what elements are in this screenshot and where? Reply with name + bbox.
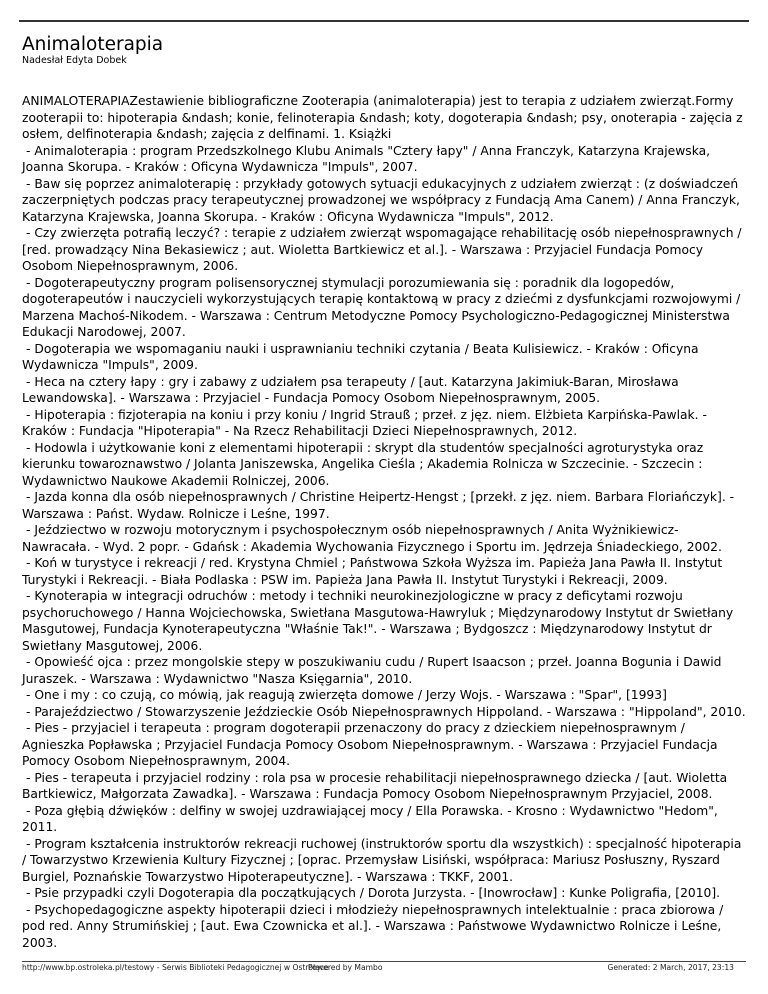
bibliography-entry: - Koń w turystyce i rekreacji / red. Krystyna Chmiel ; Państwowa Szkoła Wyższa im. Papieża Jana Pawła II. Instytut Turystyki i Rekreacji. - Biała Podlaska : PSW im. Papieża Jana Pawła II. Instytut Turystyki i Rekreacji, 2009. xyxy=(22,556,723,587)
bibliography-entry: - Poza głębią dźwięków : delfiny w swojej uzdrawiającej mocy / Ella Porawska. - Krosno : Wydawnictwo "Hedom", 2011. xyxy=(22,803,718,834)
bibliography-entry: - Hodowla i użytkowanie koni z elementami hipoterapii : skrypt dla studentów specjalności agroturystyka oraz kierunku towaroznawstwo / Jolanta Janiszewska, Angelika Cieśla ; Akademia Rolnicza w Szczecinie. - Szczecin : Wydawnictwo Naukowe Akademii Rolniczej, 2006. xyxy=(22,440,704,488)
bibliography-entry: - One i my : co czują, co mówią, jak reagują zwierzęta domowe / Jerzy Wojs. - Warszawa : "Spar", [1993] xyxy=(26,688,667,702)
bibliography-entry: - Heca na cztery łapy : gry i zabawy z udziałem psa terapeuty / [aut. Katarzyna Jakimiuk-Baran, Mirosława Lewandowska]. - Warszawa : Przyjaciel - Fundacja Pomocy Osobom Niepełnosprawnym, 2005. xyxy=(22,374,679,405)
bibliography-entry: - Jeździectwo w rozwoju motorycznym i psychospołecznym osób niepełnosprawnych / Anita Wyżnikiewicz-Nawracała. - Wyd. 2 popr. - Gdańsk : Akademia Wychowania Fizycznego i Sportu im. Jędrzeja Śniadeckiego, 2002. xyxy=(22,523,722,554)
footer-divider xyxy=(22,961,746,962)
footer-source-link[interactable]: http://www.bp.ostroleka.pl/testowy - Serwis Biblioteki Pedagogicznej w Ostrołęce xyxy=(22,963,329,972)
footer-powered-by: Powered by Mambo xyxy=(308,963,383,972)
bibliography-entry: - Animaloterapia : program Przedszkolnego Klubu Animals "Cztery łapy" / Anna Franczyk, Katarzyna Krajewska, Joanna Skorupa. - Kraków : Oficyna Wydawnicza "Impuls", 2007. xyxy=(22,143,711,174)
header-divider xyxy=(19,20,749,22)
page-footer xyxy=(22,963,746,977)
bibliography-entry: - Czy zwierzęta potrafią leczyć? : terapie z udziałem zwierząt wspomagające rehabilitację osób niepełnosprawnych / [red. prowadzący Nina Bekasiewicz ; aut. Wioletta Bartkiewicz et al.]. - Warszawa : Przyjaciel Fundacja Pomocy Osobom Niepełnosprawnym, 2006. xyxy=(22,226,742,273)
bibliography-entry: - Pies - przyjaciel i terapeuta : program dogoterapii przenaczony do pracy z dzieckiem niepełnosprawnym / Agnieszka Popławska ; Przyjaciel Fundacja Pomocy Osobom Niepełnosprawnym. - Warszawa : Przyjaciel Fundacja Pomocy Osobom Niepełnosprawnym, 2004. xyxy=(22,721,718,768)
page-title: Animaloterapia xyxy=(22,34,164,55)
article-intro: ANIMALOTERAPIAZestawienie bibliograficzne Zooterapia (animaloterapia) jest to terapia z udziałem zwierząt.Formy zooterapii to: hipoterapia &ndash; konie, felinoterapia &ndash; koty, dogoterapia &ndash; psy, onoterapia - zajęcia z osłem, delfinoterapia &ndash; zajęcia z delfinami. 1. Książki xyxy=(22,94,743,141)
bibliography-entry: - Dogoterapeutyczny program polisensorycznej stymulacji porozumiewania się : poradnik dla logopedów, dogoterapeutów i nauczycieli wykorzystujących terapię kontaktową w pracy z dziećmi z dysfunkcjami rozwojowymi / Marzena Machoś-Nikodem. - Warszawa : Centrum Metodyczne Pomocy Psychologiczno-Pedagogicznej Ministerstwa Edukacji Narodowej, 2007. xyxy=(22,275,741,339)
bibliography-entry: - Dogoterapia we wspomaganiu nauki i usprawnianiu techniki czytania / Beata Kulisiewicz. - Kraków : Oficyna Wydawnicza "Impuls", 2009. xyxy=(22,341,699,372)
footer-generated-date: Generated: 2 March, 2017, 23:13 xyxy=(607,963,734,972)
bibliography-entry: - Psychopedagogiczne aspekty hipoterapii dzieci i młodzieży niepełnosprawnych intelektualnie : praca zbiorowa / pod red. Anny Strumińskiej ; [aut. Ewa Czownicka et al.]. - Warszawa : Państwowe Wydawnictwo Rolnicze i Leśne, 2003. xyxy=(22,902,724,950)
article-body xyxy=(22,93,746,951)
bibliography-entry: - Parajeździectwo / Stowarzyszenie Jeździeckie Osób Niepełnosprawnych Hippoland. - Warszawa : "Hippoland", 2010. xyxy=(26,704,746,719)
bibliography-entry: - Kynoterapia w integracji odruchów : metody i techniki neurokinezjologiczne w pracy z deficytami rozwoju psychoruchowego / Hanna Wojciechowska, Swietłana Masgutowa-Hawryluk ; Międzynarodowy Instytut dr Swietłany Masgutowej, Fundacja Kynoterapeutyczna "Właśnie Tak!". - Warszawa ; Bydgoszcz : Międzynarodowy Instytut dr Swietłany Masgutowej, 2006. xyxy=(22,589,734,653)
bibliography-entry: - Baw się poprzez animaloterapię : przykłady gotowych sytuacji edukacyjnych z udziałem zwierząt : (z doświadczeń zaczerpniętych podczas pracy terapeutycznej prowadzonej we współpracy z Fundacją Ama Canem) / Anna Franczyk, Katarzyna Krajewska, Joanna Skorupa. - Kraków : Oficyna Wydawnicza "Impuls", 2012. xyxy=(22,176,740,224)
bibliography-entry: - Opowieść ojca : przez mongolskie stepy w poszukiwaniu cudu / Rupert Isaacson ; przeł. Joanna Bogunia i Dawid Juraszek. - Warszawa : Wydawnictwo "Nasza Księgarnia", 2010. xyxy=(22,655,722,686)
bibliography-entry: - Psie przypadki czyli Dogoterapia dla początkujących / Dorota Jurzysta. - [Inowrocław] : Kunke Poligrafia, [2010]. xyxy=(26,886,721,900)
bibliography-entry: - Pies - terapeuta i przyjaciel rodziny : rola psa w procesie rehabilitacji niepełnosprawnego dziecka / [aut. Wioletta Bartkiewicz, Małgorzata Zawadka]. - Warszawa : Fundacja Pomocy Osobom Niepełnosprawnym Przyjaciel, 2008. xyxy=(22,770,728,801)
bibliography-entry: - Jazda konna dla osób niepełnosprawnych / Christine Heipertz-Hengst ; [przekł. z jęz. niem. Barbara Floriańczyk]. - Warszawa : Państ. Wydaw. Rolnicze i Leśne, 1997. xyxy=(22,490,735,521)
bibliography-entry: - Program kształcenia instruktorów rekreacji ruchowej (instruktorów sportu dla wszystkich) : specjalność hipoterapia / Towarzystwo Krzewienia Kultury Fizycznej ; [oprac. Przemysław Lisiński, współpraca: Mariusz Posłuszny, Ryszard Burgiel, Poznańskie Towarzystwo Hipoterapeutyczne]. - Warszawa : TKKF, 2001. xyxy=(22,836,742,884)
author-line: Nadesłał Edyta Dobek xyxy=(22,55,127,66)
bibliography-entry: - Hipoterapia : fizjoterapia na koniu i przy koniu / Ingrid Strauß ; przeł. z jęz. niem. Elżbieta Karpińska-Pawlak. - Kraków : Fundacja "Hipoterapia" - Na Rzecz Rehabilitacji Dzieci Niepełnosprawnych, 2012. xyxy=(22,407,707,438)
